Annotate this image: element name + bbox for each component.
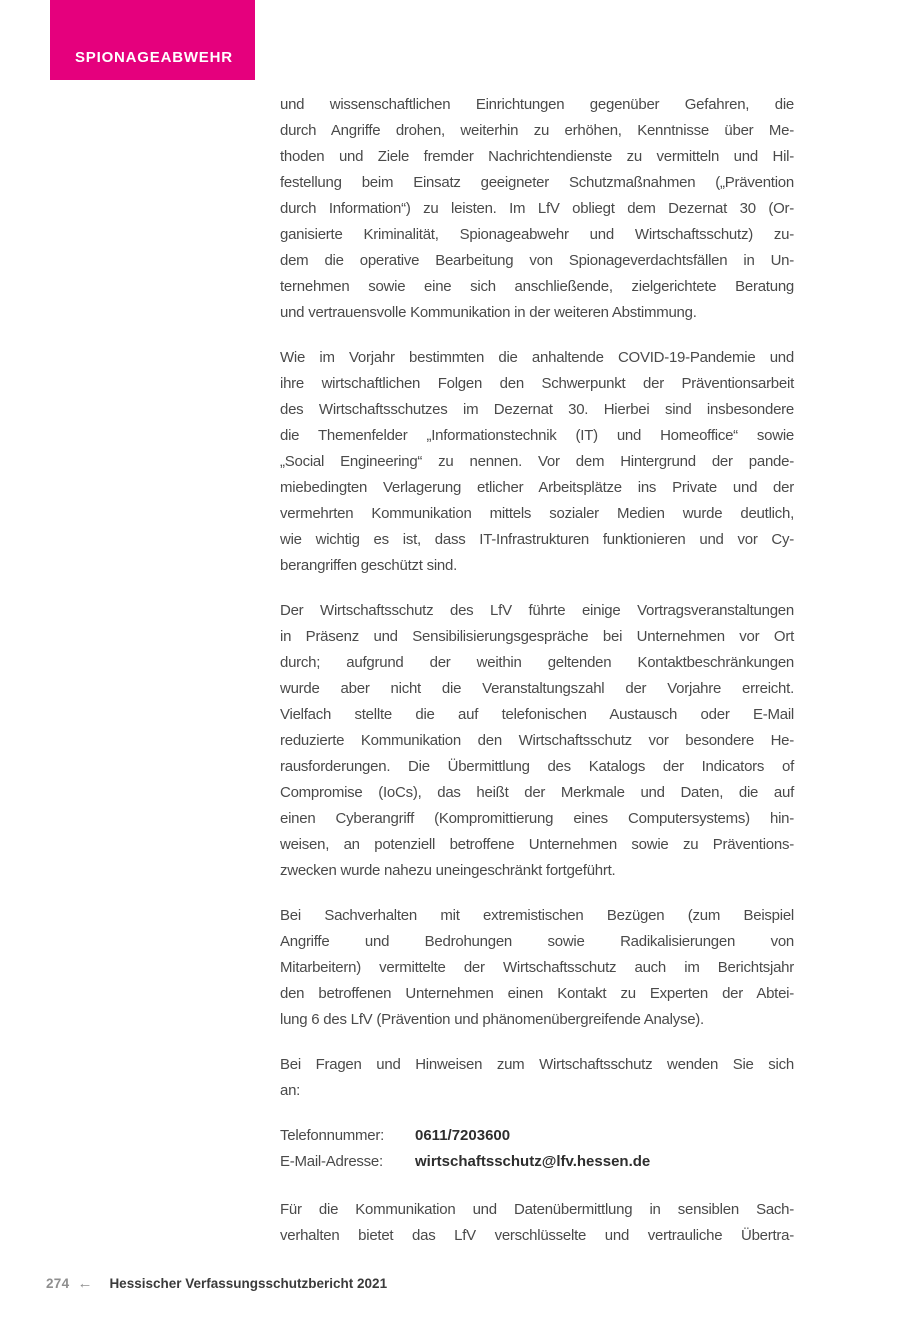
text-line: thoden und Ziele fremder Nachrichtendienste zu vermitteln und Hil- [280, 148, 794, 165]
text-line: an: [280, 1082, 301, 1099]
text-line: Vielfach stellte die auf telefonischen Austausch oder E-Mail [280, 706, 794, 723]
contact-value: wirtschaftsschutz@lfv.hessen.de [415, 1153, 651, 1170]
paragraph [280, 345, 794, 579]
text-line: durch Angriffe drohen, weiterhin zu erhöhen, Kenntnisse über Me- [280, 122, 794, 139]
paragraph [280, 92, 794, 326]
contact-label: E-Mail-Adresse: [280, 1153, 383, 1170]
text-line: Compromise (IoCs), das heißt der Merkmale und Daten, die auf [280, 784, 794, 801]
text-line: verhalten bietet das LfV verschlüsselte und vertrauliche Übertra- [280, 1227, 794, 1244]
text-line: wie wichtig es ist, dass IT-Infrastrukturen funktionieren und vor Cy- [280, 531, 794, 548]
page-number: 274 [46, 1276, 70, 1291]
contact-value: 0611/7203600 [415, 1127, 511, 1144]
text-line: zwecken wurde nahezu uneingeschränkt fortgeführt. [280, 862, 616, 879]
text-line: Angriffe und Bedrohungen sowie Radikalisierungen von [280, 933, 794, 950]
text-line: Wie im Vorjahr bestimmten die anhaltende COVID-19-Pandemie und [280, 349, 794, 366]
text-line: Bei Fragen und Hinweisen zum Wirtschaftsschutz wenden Sie sich [280, 1056, 794, 1073]
paragraph [280, 1052, 794, 1104]
text-line: ternehmen sowie eine sich anschließende, zielgerichtete Beratung [280, 278, 794, 295]
text-line: in Präsenz und Sensibilisierungsgespräche bei Unternehmen vor Ort [280, 628, 794, 645]
text-line: Mitarbeitern) vermittelte der Wirtschaftsschutz auch im Berichtsjahr [280, 959, 794, 976]
text-line: wurde aber nicht die Veranstaltungszahl der Vorjahre erreicht. [280, 680, 794, 697]
text-line: ganisierte Kriminalität, Spionageabwehr und Wirtschaftsschutz) zu- [280, 226, 794, 243]
page-footer [46, 1275, 387, 1292]
text-line: Der Wirtschaftsschutz des LfV führte einige Vortragsveranstaltungen [280, 602, 794, 619]
text-line: berangriffen geschützt sind. [280, 557, 458, 574]
text-line: die Themenfelder „Informationstechnik (IT) und Homeoffice“ sowie [280, 427, 794, 444]
contact-label: Telefonnummer: [280, 1127, 385, 1144]
section-tab-label: SPIONAGEABWEHR [75, 49, 233, 66]
paragraph [280, 903, 794, 1033]
body-text-column [280, 92, 794, 1268]
contact-row [280, 1123, 794, 1149]
text-line: durch Information“) zu leisten. Im LfV obliegt dem Dezernat 30 (Or- [280, 200, 794, 217]
text-line: vermehrten Kommunikation mittels sozialer Medien wurde deutlich, [280, 505, 794, 522]
text-line: Für die Kommunikation und Datenübermittlung in sensiblen Sach- [280, 1201, 794, 1218]
text-line: lung 6 des LfV (Prävention und phänomenübergreifende Analyse). [280, 1011, 704, 1028]
text-line: und wissenschaftlichen Einrichtungen gegenüber Gefahren, die [280, 96, 794, 113]
text-line: reduzierte Kommunikation den Wirtschaftsschutz vor besondere He- [280, 732, 794, 749]
text-line: und vertrauensvolle Kommunikation in der weiteren Abstimmung. [280, 304, 697, 321]
section-tab [50, 0, 255, 80]
text-line: miebedingten Verlagerung etlicher Arbeitsplätze ins Private und der [280, 479, 794, 496]
paragraph [280, 1197, 794, 1249]
text-line: durch; aufgrund der weithin geltenden Kontaktbeschränkungen [280, 654, 794, 671]
footer-document-title: Hessischer Verfassungsschutzbericht 2021 [109, 1276, 388, 1291]
text-line: „Social Engineering“ zu nennen. Vor dem Hintergrund der pande- [280, 453, 794, 470]
text-line: weisen, an potenziell betroffene Unternehmen sowie zu Präventions- [280, 836, 794, 853]
contact-info-block [280, 1123, 794, 1175]
text-line: festellung beim Einsatz geeigneter Schutzmaßnahmen („Prävention [280, 174, 794, 191]
text-line: Bei Sachverhalten mit extremistischen Bezügen (zum Beispiel [280, 907, 794, 924]
text-line: des Wirtschaftsschutzes im Dezernat 30. Hierbei sind insbesondere [280, 401, 794, 418]
contact-row [280, 1149, 794, 1175]
text-line: dem die operative Bearbeitung von Spionageverdachtsfällen in Un- [280, 252, 794, 269]
text-line: ihre wirtschaftlichen Folgen den Schwerpunkt der Präventionsarbeit [280, 375, 794, 392]
left-arrow-icon: ← [77, 1275, 93, 1292]
text-line: einen Cyberangriff (Kompromittierung eines Computersystems) hin- [280, 810, 794, 827]
text-line: den betroffenen Unternehmen einen Kontakt zu Experten der Abtei- [280, 985, 794, 1002]
paragraph [280, 598, 794, 884]
text-line: rausforderungen. Die Übermittlung des Katalogs der Indicators of [280, 758, 794, 775]
